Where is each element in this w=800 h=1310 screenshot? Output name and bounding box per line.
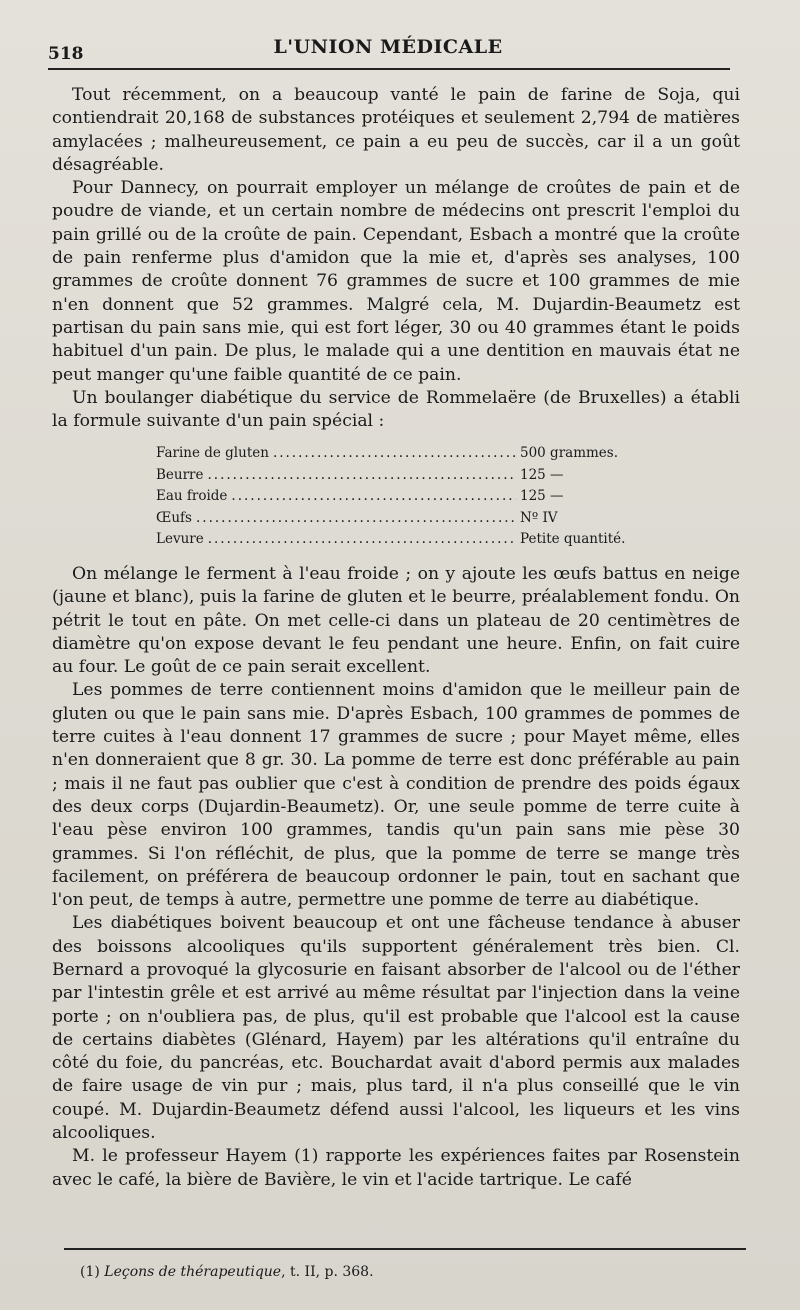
recipe-quantity: 125 — [520, 466, 564, 483]
paragraph-soja: Tout récemment, on a beaucoup vanté le pain de farine de Soja, qui contiendrait 20,168 de substances protéiques et seulement 2,794 de matières amylacées ; malheureusement, ce pain a eu peu de succès, car il a un goût désagréable. [52, 85, 740, 175]
paragraph-melange: On mélange le ferment à l'eau froide ; on y ajoute les œufs battus en neige (jaune et blanc), puis la farine de gluten et le beurre, préalablement fondu. On pétrit le tout en pâte. On met celle-ci dans un plateau de 20 centimètres de diamètre qu'on expose devant le feu pendant une heure. Enfin, on fait cuire au four. Le goût de ce pain serait excellent. [52, 563, 740, 678]
paragraph-croute: Pour Dannecy, on pourrait employer un mélange de croûtes de pain et de poudre de viande, et un certain nombre de médecins ont prescrit l'emploi du pain grillé ou de la croûte de pain. Cependant, Esbach a montré que la croûte de pain renferme plus d'amidon que la mie et, d'après ses analyses, 100 grammes de croûte donnent 76 grammes de sucre et 100 grammes de mie n'en donnent que 52 grammes. Malgré cela, M. Dujardin-Beaumetz est partisan du pain sans mie, qui est fort léger, 30 ou 40 grammes étant le poids habituel d'un pain. De plus, le malade qui a une dentition en mauvais état ne peut manger qu'une faible quantité de ce pain. [52, 178, 740, 385]
recipe-quantity: 500 grammes. [520, 445, 619, 462]
article-body [52, 84, 740, 1192]
leader-dots [208, 465, 516, 487]
recipe-row [156, 508, 636, 530]
recipe-quantity: Nº IV [520, 509, 558, 526]
recipe-ingredient: Œufs [156, 509, 192, 526]
recipe-ingredient: Farine de gluten [156, 445, 269, 462]
footnote [80, 1264, 374, 1280]
recipe-ingredient: Eau froide [156, 488, 228, 505]
recipe-ingredient: Beurre [156, 466, 204, 483]
header-rule [48, 68, 730, 70]
footnote-reference: , t. II, p. 368. [281, 1264, 374, 1280]
recipe-row [156, 529, 636, 551]
recipe-row [156, 486, 636, 508]
paragraph-alcool: Les diabétiques boivent beaucoup et ont une fâcheuse tendance à abuser des boissons alcooliques qu'ils supportent généralement très bien. Cl. Bernard a provoqué la glycosurie en faisant absorber de l'alcool ou de l'éther par l'intestin grêle et est arrivé au même résultat par l'injection dans la veine porte ; on n'oubliera pas, de plus, qu'il est probable que l'alcool est la cause de certains diabètes (Glénard, Hayem) par les altérations qu'il entraîne du côté du foie, du pancréas, etc. Bouchardat avait d'abord permis aux malades de faire usage de vin pur ; mais, plus tard, il n'a plus conseillé que le vin coupé. M. Dujardin-Beaumetz défend aussi l'alcool, les liqueurs et les vins alcooliques. [52, 913, 740, 1144]
leader-dots [231, 486, 516, 508]
recipe-quantity: Petite quantité. [520, 531, 626, 548]
page-number: 518 [48, 44, 84, 64]
footnote-marker: (1) [80, 1264, 100, 1280]
paragraph-hayem: M. le professeur Hayem (1) rapporte les expériences faites par Rosenstein avec le café, la bière de Bavière, le vin et l'acide tartrique. Le café [52, 1146, 740, 1190]
recipe-quantity: 125 — [520, 488, 564, 505]
footnote-rule [64, 1248, 746, 1250]
leader-dots [273, 443, 516, 465]
paragraph-pommes-de-terre: Les pommes de terre contiennent moins d'amidon que le meilleur pain de gluten ou que le pain sans mie. D'après Esbach, 100 grammes de pommes de terre cuites à l'eau donnent 17 grammes de sucre ; pour Mayet même, elles n'en donneraient que 8 gr. 30. La pomme de terre est donc préférable au pain ; mais il ne faut pas oublier que c'est à condition de prendre des poids égaux des deux corps (Dujardin-Beaumetz). Or, une seule pomme de terre cuite à l'eau pèse environ 100 grammes, tandis qu'un pain sans mie pèse 30 grammes. Si l'on réfléchit, de plus, que la pomme de terre se mange très facilement, on préférera de beaucoup ordonner le pain, tout en sachant que l'on peut, de temps à autre, permettre une pomme de terre au diabétique. [52, 680, 740, 911]
paragraph-boulanger: Un boulanger diabétique du service de Rommelaëre (de Bruxelles) a établi la formule suivante d'un pain spécial : [52, 387, 740, 432]
recipe-list [156, 443, 636, 551]
recipe-ingredient: Levure [156, 531, 204, 548]
footnote-title: Leçons de thérapeutique [104, 1264, 282, 1280]
journal-title: L'UNION MÉDICALE [273, 36, 503, 58]
recipe-row [156, 443, 636, 465]
recipe-row [156, 465, 636, 487]
leader-dots [208, 529, 516, 551]
page-header [48, 36, 728, 64]
leader-dots [196, 508, 516, 530]
